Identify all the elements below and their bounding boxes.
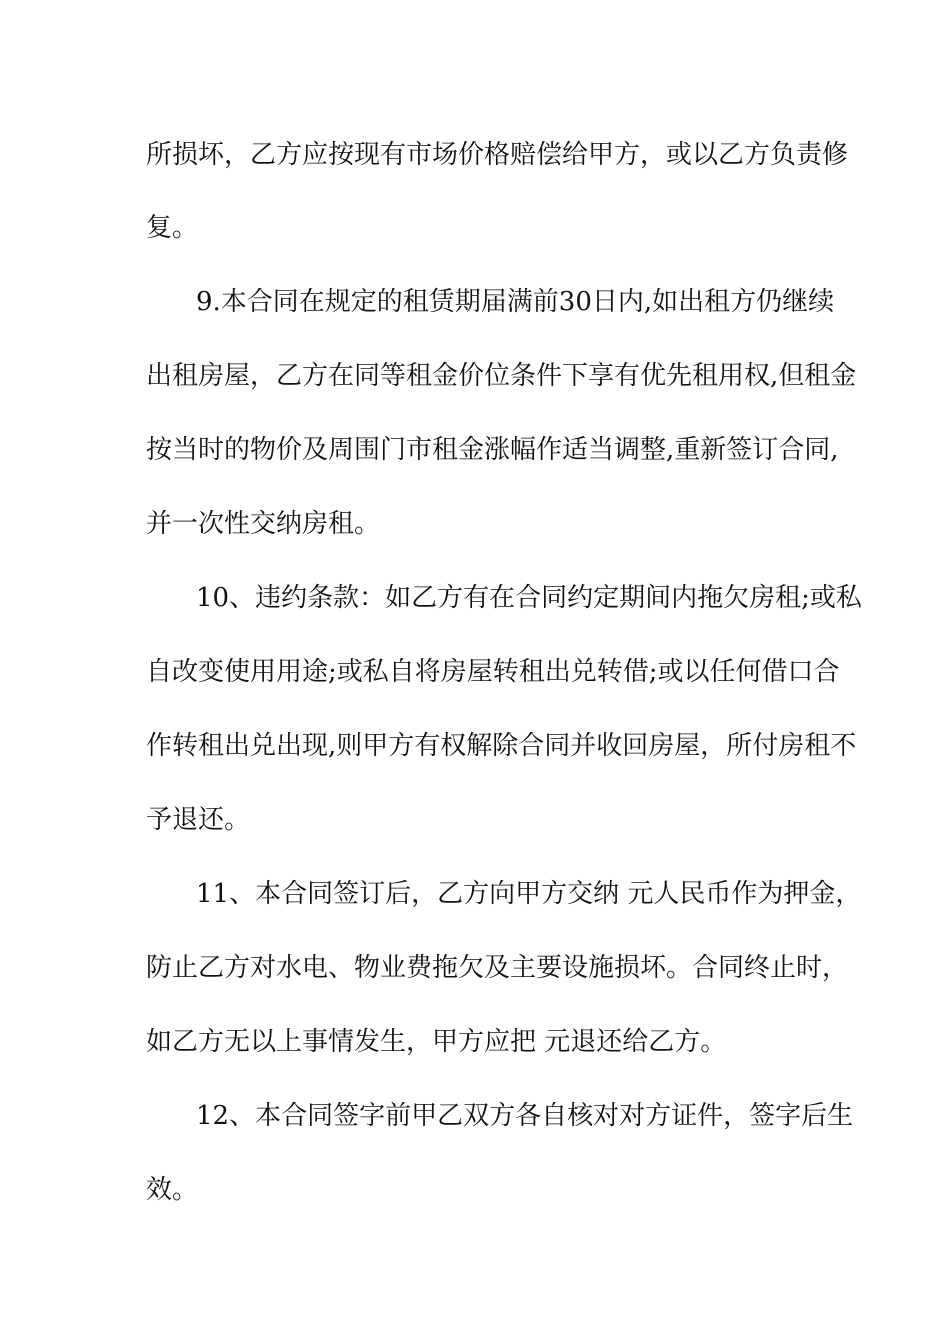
paragraph-10-line-4: 予退还。	[146, 805, 251, 835]
paragraph-11-line-3: 如乙方无以上事情发生，甲方应把 元退还给乙方。	[146, 1027, 727, 1057]
paragraph-11-line-2: 防止乙方对水电、物业费拖欠及主要设施损坏。合同终止时，	[146, 953, 849, 983]
paragraph-10-line-3: 作转租出兑出现,则甲方有权解除合同并收回房屋，所付房租不	[146, 731, 857, 761]
paragraph-9-line-2: 出租房屋，乙方在同等租金价位条件下享有优先租用权,但租金	[146, 361, 857, 391]
paragraph-10-line-2: 自改变使用用途;或私自将房屋转租出兑转借;或以任何借口合	[146, 657, 840, 687]
paragraph-10-line-1: 10、违约条款：如乙方有在合同约定期间内拖欠房租;或私	[196, 583, 862, 613]
paragraph-11-line-1: 11、本合同签订后，乙方向甲方交纳 元人民币作为押金，	[196, 879, 862, 909]
paragraph-9-line-1: 9.本合同在规定的租赁期届满前30日内,如出租方仍继续	[196, 287, 835, 317]
paragraph-9-line-4: 并一次性交纳房租。	[146, 509, 381, 539]
paragraph-8-line-2: 复。	[146, 213, 199, 243]
paragraph-9-line-3: 按当时的物价及周围门市租金涨幅作适当调整,重新签订合同,	[146, 435, 839, 465]
paragraph-12-line-2: 效。	[146, 1175, 199, 1205]
paragraph-8-line-1: 所损坏，乙方应按现有市场价格赔偿给甲方，或以乙方负责修	[146, 140, 849, 170]
paragraph-12-line-1: 12、本合同签字前甲乙双方各自核对对方证件，签字后生	[196, 1101, 854, 1131]
